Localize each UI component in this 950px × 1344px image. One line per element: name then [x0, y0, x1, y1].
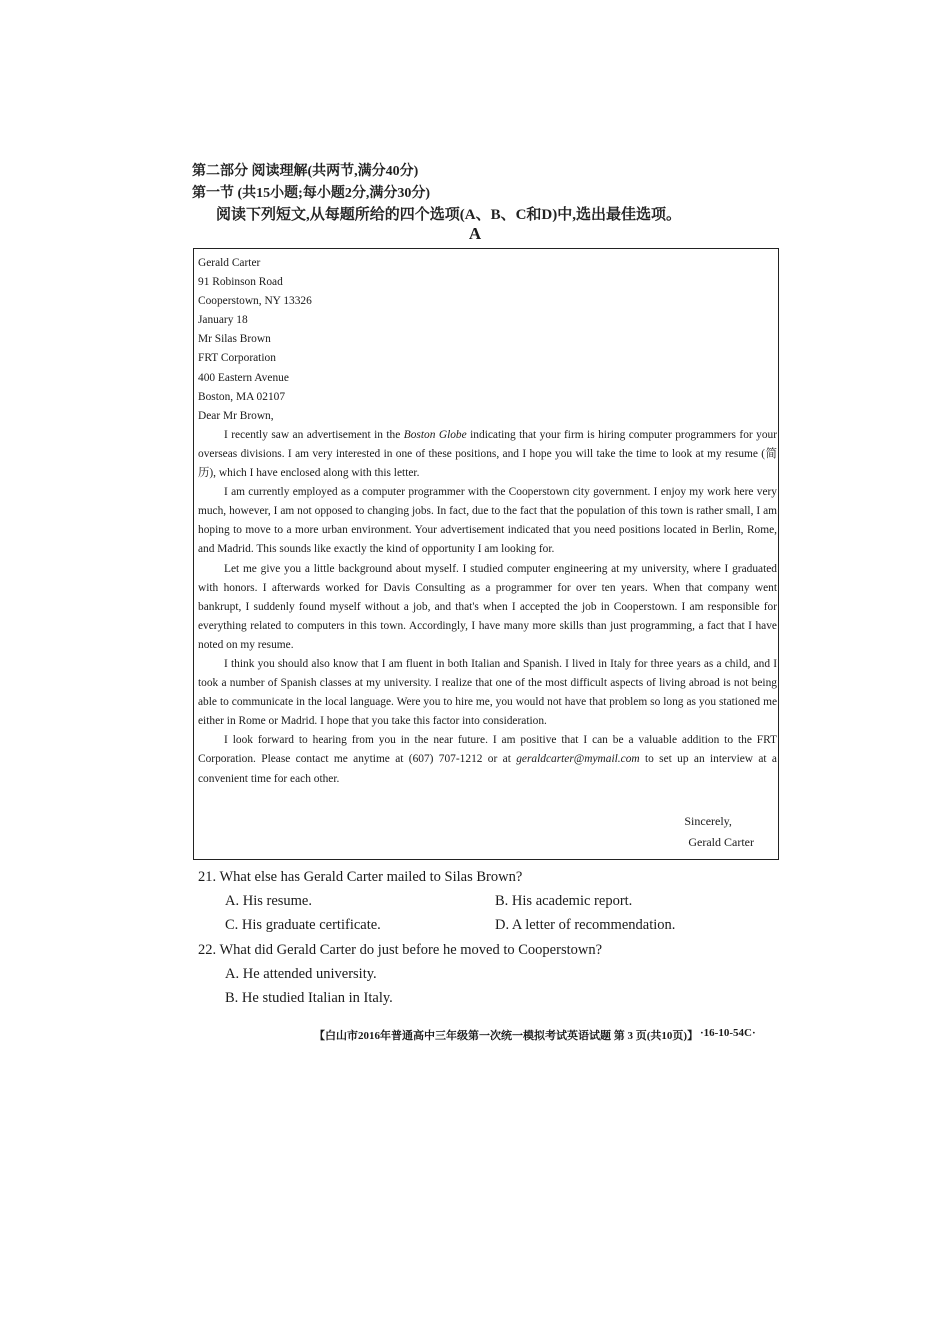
footer-exam-info: 【白山市2016年普通高中三年级第一次统一模拟考试英语试题 第 3 页(共10页)】 [314, 1030, 699, 1042]
letter-paragraph-1 [198, 426, 778, 483]
q22-option-a[interactable]: A. He attended university. [225, 966, 377, 982]
signature: Gerald Carter [688, 835, 754, 849]
letter-paragraph-4: I think you should also know that I am fluent in both Italian and Spanish. I lived in Italy for three years as a child, and I took a number of Spanish classes at my university. I realize that one of the most difficult aspects of living abroad is not being able to communicate in the local language. Were you to hire me, you would not have that problem so long as you stationed me either in Rome or Madrid. I hope that you take this factor into consideration. [198, 657, 777, 728]
section-title: 第一节 (共15小题;每小题2分,满分30分) [192, 186, 430, 201]
letter-paragraph-2: I am currently employed as a computer programmer with the Cooperstown city government. I enjoy my work here very much, however, I am not opposed to changing jobs. In fact, due to the fact that the population of this town is rather small, I am hoping to move to a more urban environment. Your advertisement indicated that you need positions located in Berlin, Rome, and Madrid. This sounds like exactly the kind of opportunity I am looking for. [198, 486, 777, 556]
q21-option-a[interactable]: A. His resume. [225, 893, 312, 909]
q21-option-d[interactable]: D. A letter of recommendation. [495, 917, 676, 933]
passage-label: A [468, 224, 482, 243]
recipient-company: FRT Corporation [198, 352, 276, 365]
sender-city: Cooperstown, NY 13326 [198, 295, 312, 308]
instruction-text: 阅读下列短文,从每题所给的四个选项(A、B、C和D)中,选出最佳选项。 [216, 207, 681, 223]
q21-option-b[interactable]: B. His academic report. [495, 893, 633, 909]
recipient-name: Mr Silas Brown [198, 333, 271, 346]
email-address: geraldcarter@mymail.com [516, 753, 640, 766]
question-22-stem: 22. What did Gerald Carter do just before he moved to Cooperstown? [198, 942, 603, 958]
letter-closing [684, 811, 754, 853]
salutation: Dear Mr Brown, [198, 409, 274, 422]
question-21-stem: 21. What else has Gerald Carter mailed to Silas Brown? [198, 869, 523, 885]
p1-text-a: I recently saw an advertisement in the [224, 428, 404, 441]
q22-option-b[interactable]: B. He studied Italian in Italy. [225, 990, 393, 1006]
recipient-street: 400 Eastern Avenue [198, 371, 289, 384]
letter-paragraph-3: Let me give you a little background about myself. I studied computer engineering at my university, where I graduated with honors. I afterwards worked for Davis Consulting as a programmer for over ten years. When that company went bankrupt, I suddenly found myself without a job, and that's when I accepted the job in Cooperstown. I am responsible for everything related to computers in this town. Accordingly, I have many more skills than just programming, a fact that I have noted on my resume. [198, 562, 777, 651]
recipient-city: Boston, MA 02107 [198, 390, 286, 403]
q21-option-c[interactable]: C. His graduate certificate. [225, 917, 381, 933]
p5-text-b: to set up an interview at a convenient time for each other. [198, 753, 777, 785]
p5-text-a: I look forward to hearing from you in the near future. I am positive that I can be a valuable addition to the FRT Corporation. Please contact me anytime at (607) 707-1212 or at [198, 734, 777, 766]
footer-code: ·16-10-54C· [700, 1027, 756, 1039]
letter-date: January 18 [198, 314, 248, 327]
p1-text-b: indicating that your firm is hiring computer programmers for your overseas divisions. I am very interested in one of these positions, and I hope you will take the time to look at my resume (简历), which I have enclosed along with this letter. [198, 428, 778, 480]
part-title: 第二部分 阅读理解(共两节,满分40分) [192, 164, 419, 179]
sender-name: Gerald Carter [198, 257, 261, 269]
letter-paragraph-5 [198, 731, 778, 788]
sender-street: 91 Robinson Road [198, 276, 283, 289]
newspaper-name: Boston Globe [403, 428, 467, 441]
closing-phrase: Sincerely, [684, 814, 732, 828]
letter-box [193, 248, 779, 860]
